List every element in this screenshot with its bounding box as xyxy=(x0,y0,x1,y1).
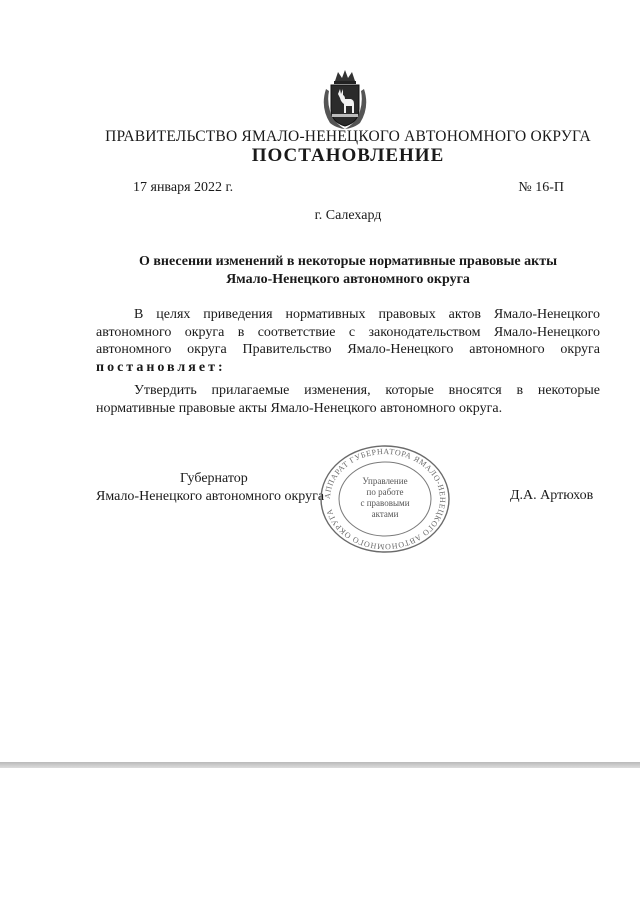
seal-center-line-3: с правовыми xyxy=(360,498,410,508)
official-seal-stamp xyxy=(318,444,452,554)
document-number: № 16-П xyxy=(518,180,564,195)
body-paragraph-1 xyxy=(96,306,600,376)
subject-line-1: О внесении изменений в некоторые нормативные правовые акты xyxy=(138,254,558,269)
document-type: ПОСТАНОВЛЕНИЕ xyxy=(251,145,445,166)
document-city: г. Салехард xyxy=(314,208,382,223)
paragraph-2-text: Утвердить прилагаемые изменения, которые вносятся в некоторые нормативные правовые акты Ямало-Ненецкого автономного округа. xyxy=(96,383,600,416)
seal-center-line-2: по работе xyxy=(366,487,404,497)
seal-center-line-1: Управление xyxy=(362,476,408,486)
seal-center-line-4: актами xyxy=(371,509,399,519)
paragraph-1-text: В целях приведения нормативных правовых актов Ямало-Ненецкого автономного округа в соответствие с законодательством Ямало-Ненецкого автономного округа Правительство Ямало-Ненецкого автономного округа xyxy=(96,307,600,357)
signatory-name: Д.А. Артюхов xyxy=(510,488,594,503)
signatory-title xyxy=(96,470,324,506)
seal-ring-text: АППАРАТ ГУБЕРНАТОРА ЯМАЛО-НЕНЕЦКОГО АВТОНОМНОГО ОКРУГА xyxy=(322,446,448,552)
document-subject xyxy=(96,253,600,289)
subject-line-2: Ямало-Ненецкого автономного округа xyxy=(226,272,470,287)
government-title: ПРАВИТЕЛЬСТВО ЯМАЛО-НЕНЕЦКОГО АВТОНОМНОГО ОКРУГА xyxy=(105,128,591,145)
blank-area xyxy=(0,768,640,905)
body-paragraph-2 xyxy=(96,382,600,417)
signatory-title-line-2: Ямало-Ненецкого автономного округа xyxy=(96,489,325,504)
document-date: 17 января 2022 г. xyxy=(133,180,234,195)
coat-of-arms-icon xyxy=(318,67,372,131)
signatory-title-line-1: Губернатор xyxy=(180,471,248,486)
resolution-word: постановляет: xyxy=(96,359,226,375)
